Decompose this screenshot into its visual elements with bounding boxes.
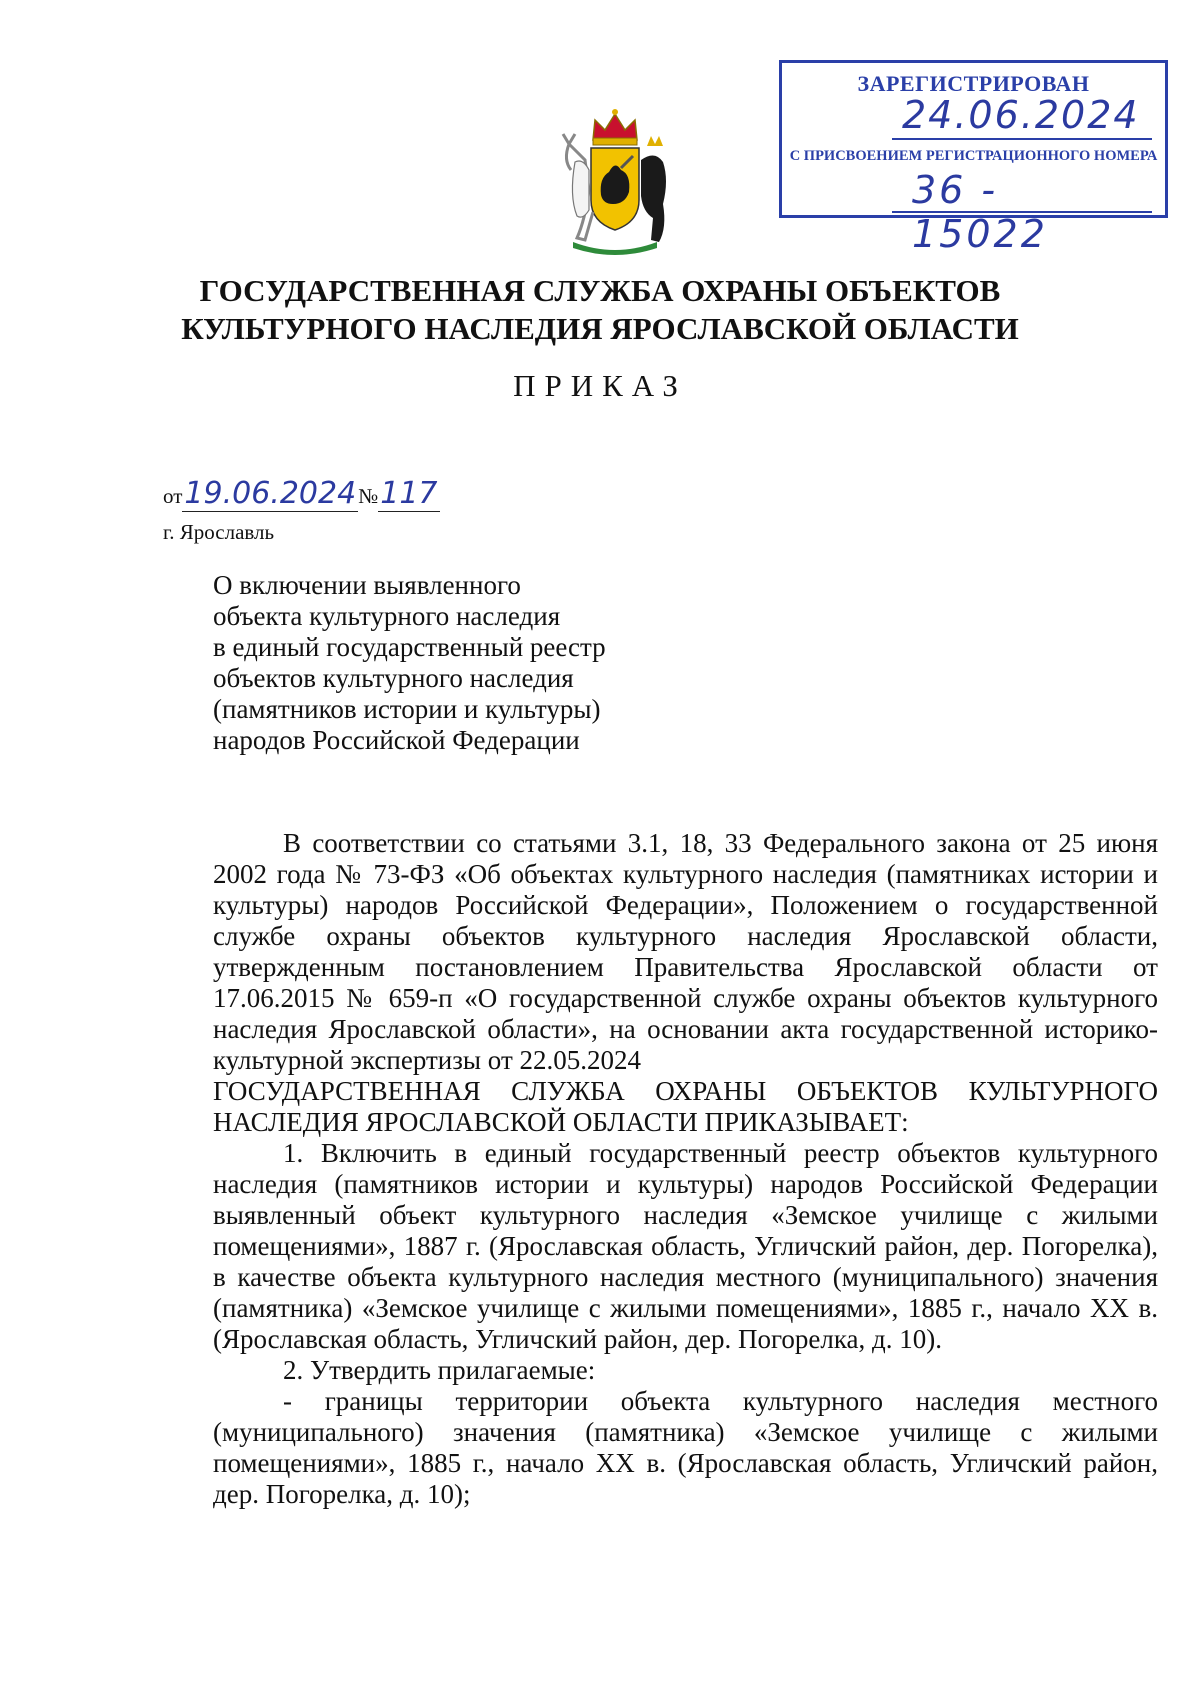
registration-stamp (779, 60, 1168, 256)
item-1-paragraph: 1. Включить в единый государственный реестр объектов культурного наследия (памятников истории и культуры) народов Российской Федерации выявленный объект культурного наследия «Земское училище с жилыми помещениями», 1887 г. (Ярославская область, Угличский район, дер. Погорелка), в качестве объекта культурного наследия местного (муниципального) значения (памятника) «Земское училище с жилыми помещениями», 1885 г., начало XX в. (Ярославская область, Угличский район, дер. Погорелка, д. 10). (213, 1138, 1158, 1354)
order-number: 117 (380, 476, 438, 511)
subject-line: объектов культурного наследия (213, 663, 574, 693)
order-date: 19.06.2024 (184, 476, 357, 511)
order-body (213, 828, 1158, 1510)
stamp-title: ЗАРЕГИСТРИРОВАН (857, 71, 1090, 96)
agency-title-line2: КУЛЬТУРНОГО НАСЛЕДИЯ ЯРОСЛАВСКОЙ ОБЛАСТИ (181, 311, 1019, 346)
item-2-paragraph: 2. Утвердить прилагаемые: (283, 1355, 596, 1385)
subject-line: объекта культурного наследия (213, 601, 561, 631)
from-label: от (163, 484, 183, 508)
stamp-number: 36 - 15022 (912, 168, 1048, 256)
item-2a-paragraph: - границы территории объекта культурного наследия местного (муниципального) значения (памятника) «Земское училище с жилыми помещениями», 1885 г., начало XX в. (Ярославская область, Угличский район, дер. Погорелка, д. 10); (213, 1386, 1158, 1509)
preamble-paragraph: В соответствии со статьями 3.1, 18, 33 Федерального закона от 25 июня 2002 года № 73-ФЗ «Об объектах культурного наследия (памятниках истории и культуры) народов Российской Федерации», Положением о государственной службе охраны объектов культурного наследия Ярославской области, утвержденным постановлением Правительства Ярославской области от 17.06.2015 № 659-п «О государственной службе охраны объектов культурного наследия Ярославской области», на основании акта государственной историко-культурной экспертизы от 22.05.2024 (213, 828, 1158, 1075)
agency-title-line1: ГОСУДАРСТВЕННАЯ СЛУЖБА ОХРАНЫ ОБЪЕКТОВ (199, 273, 1001, 308)
decree-paragraph: ГОСУДАРСТВЕННАЯ СЛУЖБА ОХРАНЫ ОБЪЕКТОВ КУЛЬТУРНОГО НАСЛЕДИЯ ЯРОСЛАВСКОЙ ОБЛАСТИ ПРИКАЗЫВАЕТ: (213, 1076, 1158, 1137)
coat-of-arms-icon (555, 100, 675, 260)
number-label: № (358, 484, 379, 508)
document-type: ПРИКАЗ (513, 368, 687, 403)
subject-line: О включении выявленного (213, 570, 521, 600)
stamp-underline (892, 138, 1152, 140)
stamp-underline (892, 211, 1152, 213)
stamp-date: 24.06.2024 (902, 93, 1140, 137)
order-subject (213, 570, 606, 756)
city: г. Ярославль (163, 520, 275, 544)
stamp-subtitle: С ПРИСВОЕНИЕМ РЕГИСТРАЦИОННОГО НОМЕРА (789, 148, 1158, 164)
subject-line: в единый государственный реестр (213, 632, 606, 662)
order-date-line (163, 476, 440, 511)
subject-line: (памятников истории и культуры) (213, 694, 601, 724)
subject-line: народов Российской Федерации (213, 725, 580, 755)
